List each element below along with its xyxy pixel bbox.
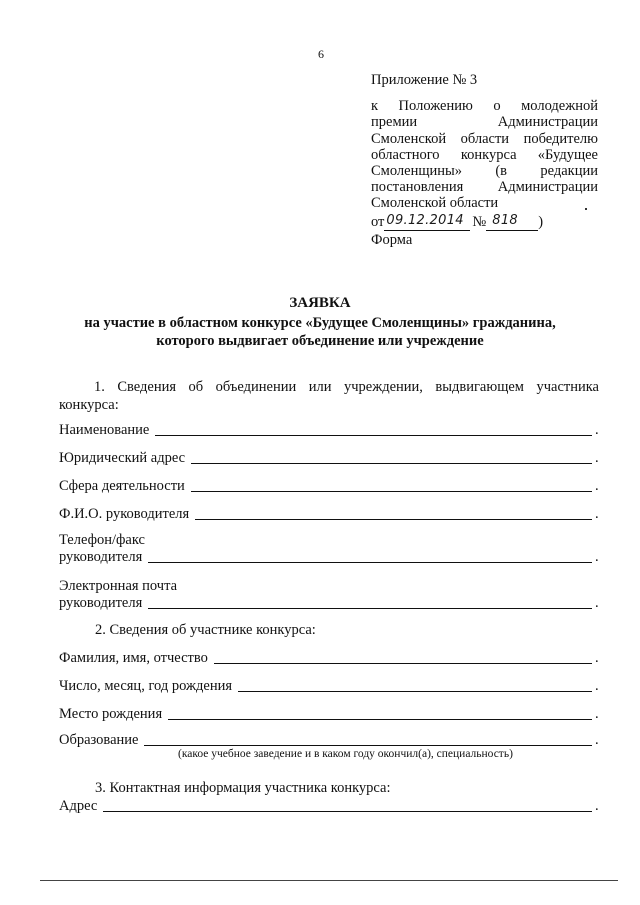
email-field[interactable]: руководителя . — [59, 595, 599, 611]
order-reference — [371, 214, 598, 231]
head-name-label: Ф.И.О. руководителя — [59, 506, 190, 522]
education-line[interactable] — [144, 744, 592, 746]
activity-field[interactable]: Сфера деятельности . — [59, 478, 599, 494]
section2-title: 2. Сведения об участнике конкурса: — [95, 622, 316, 638]
full-name-line[interactable] — [214, 662, 592, 664]
birth-date-field[interactable]: Число, месяц, год рождения . — [59, 678, 599, 694]
address-label: Адрес — [59, 798, 98, 814]
appendix-line: Смоленской области победителю — [371, 130, 598, 147]
email-line[interactable] — [148, 607, 592, 609]
footer-rule — [40, 880, 618, 881]
legal-address-label: Юридический адрес — [59, 450, 186, 466]
phone-line[interactable] — [148, 561, 592, 563]
order-prefix: от — [371, 214, 385, 231]
appendix-block — [371, 72, 598, 248]
full-name-field[interactable]: Фамилия, имя, отчество . — [59, 650, 599, 666]
birth-place-label: Место рождения — [59, 706, 163, 722]
order-number-label: № — [472, 214, 487, 231]
appendix-line: Смоленщины» (в редакции — [371, 163, 598, 180]
section1-line: 1. Сведения об объединении или учреждении, выдвигающем участника — [94, 379, 599, 395]
birth-date-label: Число, месяц, год рождения — [59, 678, 233, 694]
order-suffix: ) — [538, 214, 544, 231]
page-number: 6 — [318, 47, 324, 61]
address-line[interactable] — [103, 810, 592, 812]
section3-title: 3. Контактная информация участника конкурса: — [95, 780, 391, 796]
appendix-line: к Положению о молодежной — [371, 98, 598, 115]
document-title: ЗАЯВКА — [289, 295, 351, 311]
legal-address-line[interactable] — [191, 462, 592, 464]
document-subtitle-line: на участие в областном конкурсе «Будущее Смоленщины» гражданина, — [84, 315, 556, 331]
phone-label-line2: руководителя — [59, 549, 143, 565]
document-subtitle-line: которого выдвигает объединение или учреждение — [156, 333, 484, 349]
education-hint: (какое учебное заведение и в каком году окончил(а), специальность) — [178, 748, 513, 760]
full-name-label: Фамилия, имя, отчество — [59, 650, 208, 666]
appendix-line: областного конкурса «Будущее — [371, 146, 598, 163]
head-name-line[interactable] — [195, 518, 592, 520]
activity-label: Сфера деятельности — [59, 478, 185, 494]
education-label: Образование — [59, 732, 139, 748]
activity-line[interactable] — [191, 490, 592, 492]
education-field[interactable]: Образование . — [59, 732, 599, 748]
head-name-field[interactable]: Ф.И.О. руководителя . — [59, 506, 599, 522]
section1-line: конкурса: — [59, 397, 119, 413]
name-label: Наименование — [59, 422, 150, 438]
email-label-line1: Электронная почта — [59, 578, 178, 594]
email-label-line2: руководителя — [59, 595, 143, 611]
address-field[interactable]: Адрес . — [59, 798, 599, 814]
appendix-line: постановления Администрации — [371, 179, 598, 196]
appendix-line: премии Администрации — [371, 114, 598, 131]
stray-mark — [585, 208, 587, 210]
order-number: 818 — [492, 213, 518, 229]
appendix-line: Смоленской области — [371, 195, 499, 212]
phone-field[interactable]: руководителя . — [59, 549, 599, 565]
form-label: Форма — [371, 231, 413, 248]
name-line[interactable] — [155, 434, 592, 436]
order-date-field — [384, 214, 470, 231]
legal-address-field[interactable]: Юридический адрес . — [59, 450, 599, 466]
order-date: 09.12.2014 — [386, 213, 464, 229]
section1-intro — [59, 378, 599, 414]
birth-date-line[interactable] — [238, 690, 592, 692]
phone-label-line1: Телефон/факс — [59, 532, 145, 548]
birth-place-field[interactable]: Место рождения . — [59, 706, 599, 722]
birth-place-line[interactable] — [168, 718, 592, 720]
name-field[interactable]: Наименование . — [59, 422, 599, 438]
order-number-field — [486, 214, 538, 231]
appendix-title: Приложение № 3 — [371, 72, 478, 88]
